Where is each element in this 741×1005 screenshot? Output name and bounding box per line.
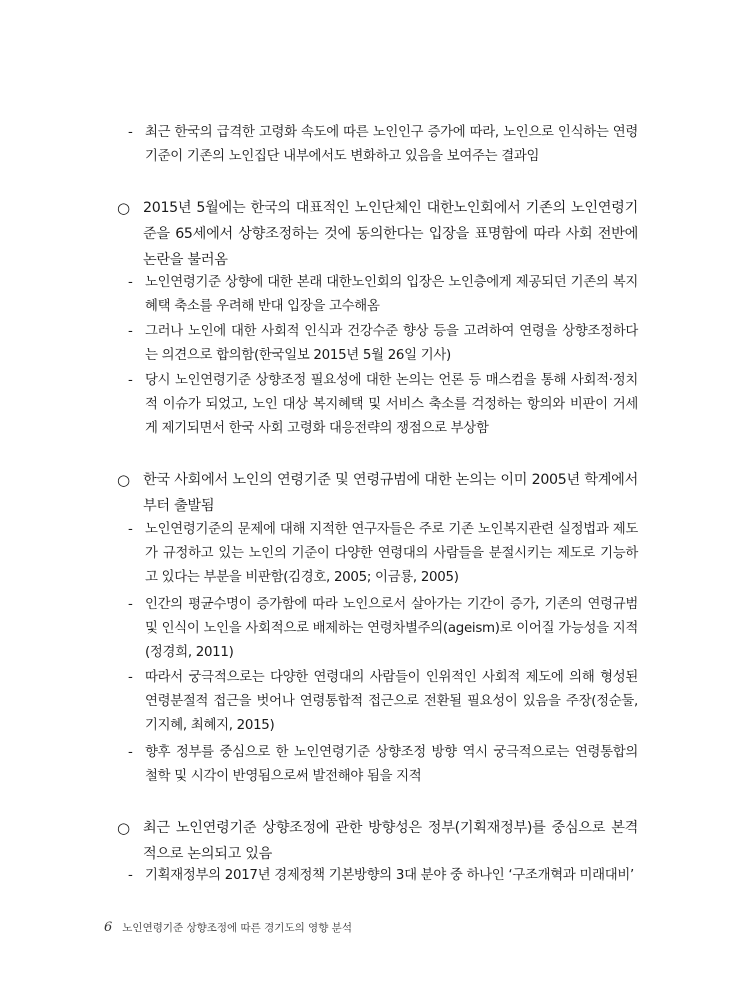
dash-marker: - (128, 373, 133, 388)
dash-marker: - (128, 597, 133, 612)
dash-item (128, 864, 638, 888)
circle-marker: ○ (117, 471, 130, 489)
dash-marker: - (128, 745, 133, 760)
dash-marker: - (128, 275, 133, 290)
dash-marker: - (128, 670, 133, 685)
dash-marker: - (128, 868, 133, 883)
footer-title: 노인연령기준 상향조정에 따른 경기도의 영향 분석 (122, 922, 352, 934)
dash-item (128, 369, 638, 441)
circle-item (117, 195, 638, 273)
paragraph-text: 기획재정부의 2017년 경제정책 기본방향의 3대 분야 중 하나인 ‘구조개혁과 미래대비’ (145, 868, 634, 883)
paragraph-text: 인간의 평균수명이 증가함에 따라 노인으로서 살아가는 기간이 증가, 기존의 연령규범 및 인식이 노인을 사회적으로 배제하는 연령차별주의(ageism)로 이어질 가능성을 지적(정경희, 2011) (145, 597, 638, 660)
dash-item (128, 320, 638, 368)
paragraph-text: 한국 사회에서 노인의 연령기준 및 연령규범에 대한 논의는 이미 2005년 학계에서부터 출발됨 (143, 472, 638, 514)
paragraph-text: 향후 정부를 중심으로 한 노인연령기준 상향조정 방향 역시 궁극적으로는 연령통합의 철학 및 시각이 반영됨으로써 발전해야 됨을 지적 (145, 745, 638, 784)
dash-marker: - (128, 522, 133, 537)
paragraph-text: 최근 노인연령기준 상향조정에 관한 방향성은 정부(기획재정부)를 중심으로 본격적으로 논의되고 있음 (143, 820, 638, 862)
dash-item (128, 121, 638, 169)
paragraph-text: 2015년 5월에는 한국의 대표적인 노인단체인 대한노인회에서 기존의 노인연령기준을 65세에서 상향조정하는 것에 동의한다는 입장을 표명함에 따라 사회 전반에 논란을 불러옴 (143, 200, 638, 268)
paragraph-text: 최근 한국의 급격한 고령화 속도에 따른 노인인구 증가에 따라, 노인으로 인식하는 연령기준이 기존의 노인집단 내부에서도 변화하고 있음을 보여주는 결과임 (145, 125, 638, 164)
paragraph-text: 그러나 노인에 대한 사회적 인식과 건강수준 향상 등을 고려하여 연령을 상향조정하다는 의견으로 합의함(한국일보 2015년 5월 26일 기사) (145, 324, 638, 363)
paragraph-text: 노인연령기준의 문제에 대해 지적한 연구자들은 주로 기존 노인복지관련 실정법과 제도가 규정하고 있는 노인의 기준이 다양한 연령대의 사람들을 분절시키는 제도로 기능하고 있다는 부분을 비판함(김경호, 2005; 이금룡, 2005) (145, 522, 638, 585)
page-footer (104, 920, 352, 935)
circle-marker: ○ (117, 199, 130, 217)
circle-item (117, 815, 638, 867)
dash-item (128, 666, 638, 738)
circle-marker: ○ (117, 819, 130, 837)
dash-marker: - (128, 125, 133, 140)
dash-item (128, 518, 638, 590)
page-number: 6 (104, 920, 113, 935)
dash-item (128, 593, 638, 665)
dash-marker: - (128, 324, 133, 339)
dash-item (128, 741, 638, 789)
paragraph-text: 당시 노인연령기준 상향조정 필요성에 대한 논의는 언론 등 매스컴을 통해 사회적·정치적 이슈가 되었고, 노인 대상 복지혜택 및 서비스 축소를 걱정하는 항의와 비판이 거세게 제기되면서 한국 사회 고령화 대응전략의 쟁점으로 부상함 (145, 373, 638, 436)
dash-item (128, 271, 638, 319)
paragraph-text: 노인연령기준 상향에 대한 본래 대한노인회의 입장은 노인층에게 제공되던 기존의 복지혜택 축소를 우려해 반대 입장을 고수해옴 (145, 275, 638, 314)
circle-item (117, 467, 638, 519)
paragraph-text: 따라서 궁극적으로는 다양한 연령대의 사람들이 인위적인 사회적 제도에 의해 형성된 연령분절적 접근을 벗어나 연령통합적 접근으로 전환될 필요성이 있음을 주장(정순둘, 기지혜, 최혜지, 2015) (145, 670, 638, 733)
